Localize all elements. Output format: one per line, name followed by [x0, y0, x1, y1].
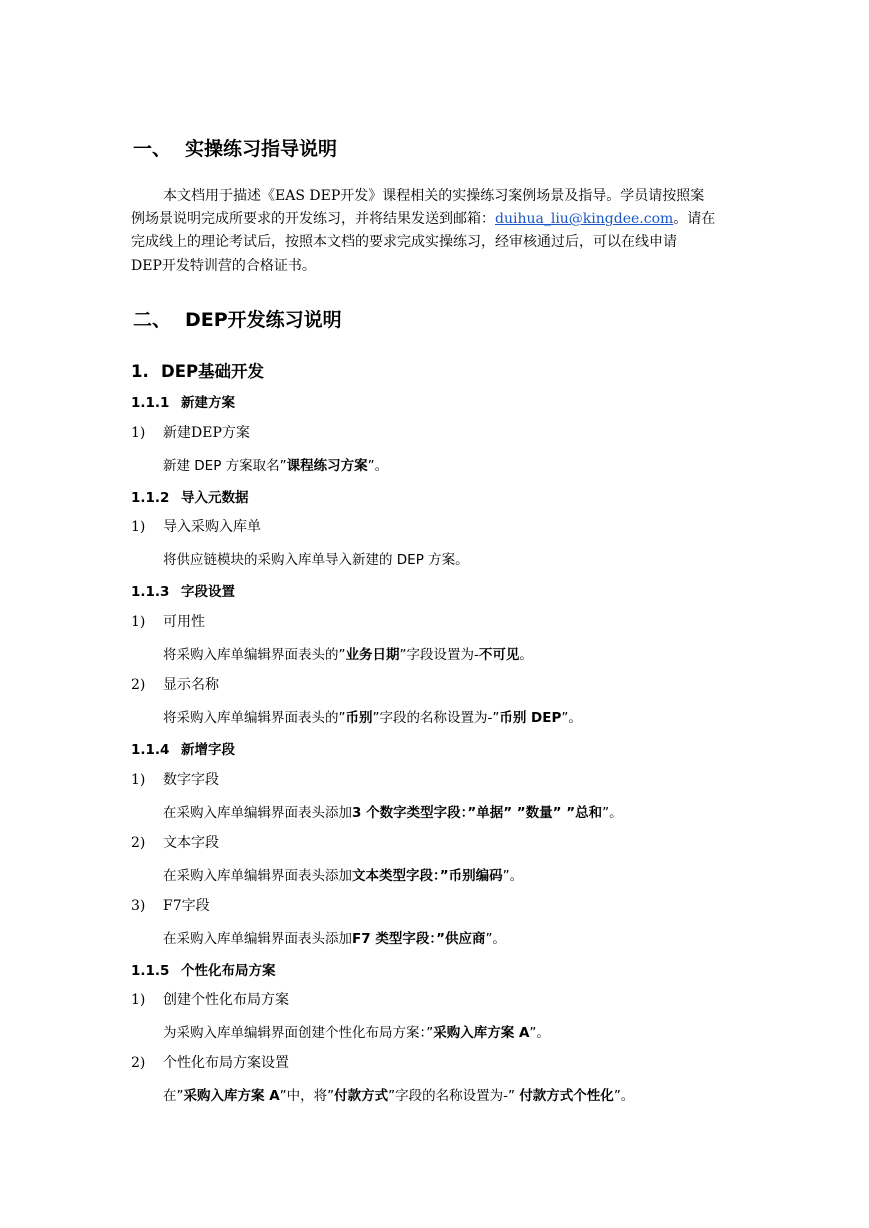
section-2-number: 二、 [133, 309, 172, 331]
desc-text: 在” [163, 1088, 184, 1104]
intro-line-2 [131, 208, 715, 232]
desc-text: ”字段的名称设置为-” [372, 710, 500, 726]
heading-1-1-5-title: 个性化布局方案 [181, 963, 276, 979]
list-item-label: 个性化布局方案设置 [163, 1055, 289, 1071]
heading-1-1-2-title: 导入元数据 [181, 490, 249, 506]
list-item-number: 1) [131, 992, 146, 1008]
desc-text: ”。 [561, 710, 582, 726]
heading-1-1-1 [131, 391, 235, 411]
item-description [163, 643, 533, 663]
list-item [131, 1052, 289, 1072]
heading-1-1-3-title: 字段设置 [181, 584, 235, 600]
desc-text: ”。 [602, 805, 623, 821]
desc-text: ”。 [613, 1088, 635, 1104]
section-1-title: 实操练习指导说明 [185, 138, 338, 160]
desc-text: 将采购入库单编辑界面表头的” [163, 647, 346, 663]
list-item-number: 1) [131, 614, 146, 630]
section-2-title: DEP开发练习说明 [185, 309, 342, 331]
desc-bold: 业务日期 [345, 647, 400, 663]
list-item [131, 674, 219, 694]
desc-text: 。 [519, 647, 533, 663]
list-item-number: 1) [131, 519, 146, 535]
subsection-1-title: DEP基础开发 [161, 362, 265, 381]
list-item-label: 可用性 [163, 614, 205, 630]
desc-text: 将采购入库单编辑界面表头的” [163, 710, 346, 726]
heading-1-1-3-number: 1.1.3 [131, 584, 170, 600]
heading-1-1-1-number: 1.1.1 [131, 395, 170, 411]
item-description [163, 1021, 550, 1041]
subsection-1-heading [131, 358, 264, 382]
desc-text: ”字段设置为- [399, 647, 479, 663]
list-item-number: 2) [131, 677, 146, 693]
desc-text: ”中，将” [279, 1088, 335, 1104]
section-1-heading [133, 134, 337, 161]
list-item-label: 数字字段 [163, 772, 219, 788]
list-item-label: 文本字段 [163, 835, 219, 851]
list-item [131, 895, 210, 915]
intro-line-1: 本文档用于描述《EAS DEP开发》课程相关的实操练习案例场景及指导。学员请按照案 [163, 188, 705, 204]
desc-text: ”。 [367, 458, 389, 474]
desc-text: 在采购入库单编辑界面表头添加 [163, 931, 352, 947]
heading-1-1-5-number: 1.1.5 [131, 963, 170, 979]
list-item [131, 422, 250, 442]
item-description [163, 548, 469, 568]
desc-bold: 币别 [345, 710, 373, 726]
list-item [131, 516, 261, 536]
list-item-number: 3) [131, 898, 146, 914]
desc-text: 新建 DEP 方案取名” [163, 458, 287, 474]
desc-bold: 币别 DEP [499, 710, 562, 726]
heading-1-1-1-title: 新建方案 [181, 395, 235, 411]
desc-text: 在采购入库单编辑界面表头添加 [163, 805, 352, 821]
list-item-label: F7字段 [163, 898, 210, 914]
intro-line-2-tail: 。请在 [673, 211, 716, 227]
section-2-heading [133, 305, 342, 332]
desc-bold: 课程练习方案 [286, 458, 368, 474]
desc-bold: 采购入库方案 A [183, 1088, 280, 1104]
heading-1-1-4 [131, 738, 235, 758]
desc-text: 在采购入库单编辑界面表头添加 [163, 868, 352, 884]
email-link[interactable]: duihua_liu@kingdee.com [495, 211, 674, 227]
desc-bold: 文本类型字段：”币别编码 [352, 868, 503, 884]
list-item [131, 832, 219, 852]
item-description [163, 454, 388, 474]
desc-bold: 付款方式个性化 [519, 1088, 614, 1104]
intro-line-3: 完成线上的理论考试后，按照本文档的要求完成实操练习，经审核通过后，可以在线申请 [131, 234, 677, 250]
heading-1-1-2 [131, 486, 249, 506]
section-1-number: 一、 [133, 138, 172, 160]
list-item [131, 989, 289, 1009]
list-item-number: 1) [131, 772, 146, 788]
desc-text: 为采购入库单编辑界面创建个性化布局方案：” [163, 1025, 434, 1041]
intro-line-4: DEP开发特训营的合格证书。 [131, 258, 316, 274]
list-item-label: 导入采购入库单 [163, 519, 261, 535]
subsection-1-number: 1. [131, 362, 149, 381]
desc-text: 将供应链模块的采购入库单导入新建的 DEP 方案。 [163, 552, 469, 568]
intro-line-2-text: 例场景说明完成所要求的开发练习，并将结果发送到邮箱： [131, 211, 495, 227]
desc-text: ”字段的名称设置为-” [388, 1088, 520, 1104]
list-item [131, 611, 205, 631]
list-item-number: 1) [131, 425, 146, 441]
list-item-number: 2) [131, 835, 146, 851]
heading-1-1-4-title: 新增字段 [181, 742, 235, 758]
list-item-label: 新建DEP方案 [163, 425, 250, 441]
desc-text: ”。 [485, 931, 506, 947]
heading-1-1-4-number: 1.1.4 [131, 742, 170, 758]
heading-1-1-2-number: 1.1.2 [131, 490, 170, 506]
item-description [163, 1084, 634, 1104]
desc-bold: 3 个数字类型字段：”单据” ”数量” ”总和 [352, 805, 603, 821]
heading-1-1-5 [131, 959, 276, 979]
list-item-label: 显示名称 [163, 677, 219, 693]
desc-bold: 采购入库方案 A [433, 1025, 530, 1041]
desc-text: ”。 [502, 868, 524, 884]
heading-1-1-3 [131, 580, 235, 600]
desc-bold: F7 类型字段：”供应商 [352, 931, 486, 947]
item-description [163, 864, 523, 884]
item-description [163, 801, 623, 821]
list-item-label: 创建个性化布局方案 [163, 992, 289, 1008]
list-item [131, 769, 219, 789]
desc-bold: 付款方式 [334, 1088, 389, 1104]
desc-bold: 不可见 [478, 647, 520, 663]
desc-text: ”。 [529, 1025, 550, 1041]
list-item-number: 2) [131, 1055, 146, 1071]
item-description [163, 927, 506, 947]
item-description [163, 706, 582, 726]
